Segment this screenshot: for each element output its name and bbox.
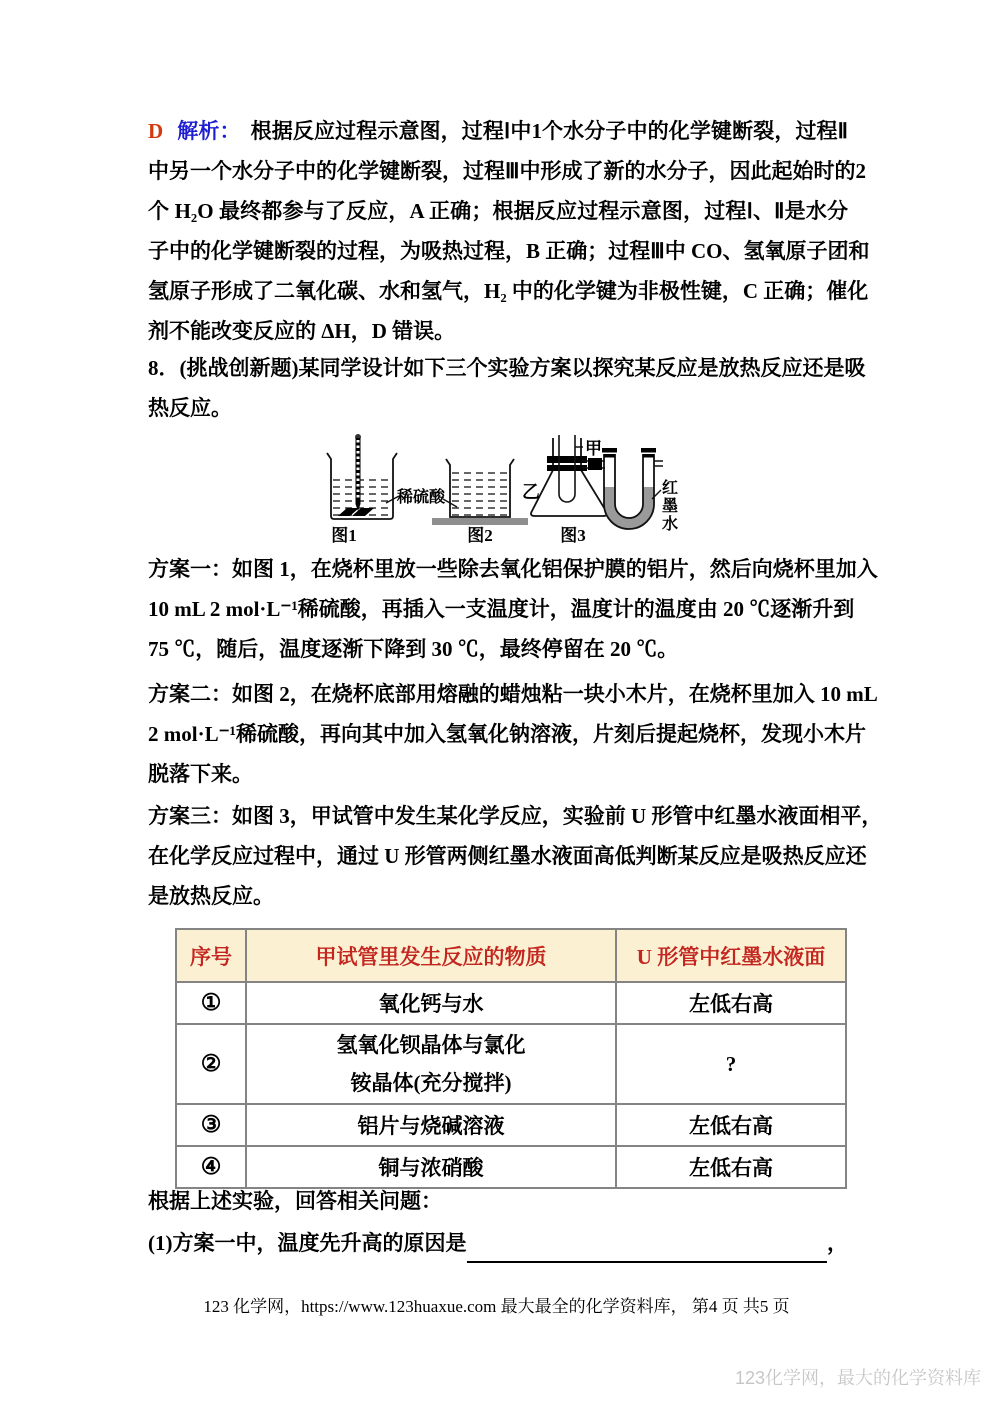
red-ink-label-char: 红 — [661, 480, 679, 497]
row-result: 左低右高 — [616, 982, 846, 1024]
analysis-line: 中另一个水分子中的化学键断裂，过程Ⅲ中形成了新的水分子，因此起始时的2 — [148, 159, 866, 183]
table-row — [176, 1104, 846, 1146]
plan-line: 75 ℃，随后，温度逐渐下降到 30 ℃，最终停留在 20 ℃。 — [148, 637, 679, 661]
row-number: ① — [176, 982, 246, 1024]
header-cell-result: U 形管中红墨水液面 — [616, 929, 846, 982]
thermometer — [355, 434, 361, 511]
fig3-caption: 图3 — [560, 526, 586, 545]
analysis-label: 解析： — [177, 119, 241, 143]
analysis-line: 子中的化学键断裂的过程，为吸热过程，B 正确；过程Ⅲ中 CO、氢氧原子团和 — [148, 239, 870, 263]
red-ink-label-char: 墨 — [661, 498, 679, 515]
plan-line: 方案一：如图 1，在烧杯里放一些除去氧化铝保护膜的铝片，然后向烧杯里加入 — [148, 557, 878, 581]
question-1-suffix: ， — [827, 1231, 848, 1255]
red-ink-label-char: 水 — [661, 516, 679, 533]
question-1-prefix: (1)方案一中，温度先升高的原因是 — [148, 1231, 467, 1255]
plan-line: 脱落下来。 — [148, 762, 253, 786]
figure-2-beaker-on-board — [432, 459, 528, 545]
substance-line: 铵晶体(充分搅拌) — [350, 1070, 512, 1095]
row-number: ② — [176, 1024, 246, 1104]
plan-line: 在化学反应过程中，通过 U 形管两侧红墨水液面高低判断某反应是吸热反应还 — [148, 844, 867, 868]
header-cell-substance: 甲试管里发生反应的物质 — [246, 929, 616, 982]
answer-blank-underline — [467, 1229, 828, 1263]
analysis-line: 氢原子形成了二氧化碳、水和氢气，H₂ 中的化学键为非极性键，C 正确；催化 — [148, 279, 869, 303]
row-substance: 铜与浓硝酸 — [246, 1146, 616, 1188]
followup-line: 根据上述实验，回答相关问题： — [148, 1189, 442, 1213]
row-result: 左低右高 — [616, 1104, 846, 1146]
analysis-line: 个 H₂O 最终都参与了反应，A 正确；根据反应过程示意图，过程Ⅰ、Ⅱ是水分 — [148, 199, 848, 223]
question-1-line — [148, 1223, 848, 1263]
row-number: ④ — [176, 1146, 246, 1188]
plan-line: 方案三：如图 3，甲试管中发生某化学反应，实验前 U 形管中红墨水液面相平， — [148, 804, 883, 828]
plan-1 — [148, 549, 878, 669]
row-number: ③ — [176, 1104, 246, 1146]
page-footer: 123 化学网，https://www.123huaxue.com 最大最全的化学资料库， 第4 页 共5 页 — [203, 1297, 790, 1316]
figure-3-flask-utube — [522, 435, 678, 545]
fig1-caption: 图1 — [331, 526, 357, 545]
header-cell-number: 序号 — [176, 929, 246, 982]
question-8 — [148, 348, 866, 428]
analysis-line — [148, 111, 848, 151]
row-substance: 铝片与烧碱溶液 — [246, 1104, 616, 1146]
experiment-figures — [300, 432, 700, 550]
plan-2 — [148, 674, 878, 794]
followup-text — [148, 1181, 848, 1221]
analysis-text: 根据反应过程示意图，过程Ⅰ中1个水分子中的化学键断裂，过程Ⅱ — [250, 119, 849, 143]
question-1 — [148, 1223, 848, 1263]
row-result: ? — [616, 1024, 846, 1104]
plan-line: 方案二：如图 2，在烧杯底部用熔融的蜡烛粘一块小木片，在烧杯里加入 10 mL — [148, 682, 878, 706]
answer-analysis — [148, 111, 870, 351]
plan-line: 10 mL 2 mol·L⁻¹稀硫酸，再插入一支温度计，温度计的温度由 20 ℃逐渐升到 — [148, 597, 855, 621]
table-row — [176, 1024, 846, 1104]
plan-line: 2 mol·L⁻¹稀硫酸，再向其中加入氢氧化钠溶液，片刻后提起烧杯，发现小木片 — [148, 722, 866, 746]
row-substance — [246, 1024, 616, 1104]
substance-line: 氢氧化钡晶体与氯化 — [336, 1032, 526, 1057]
row-result: 左低右高 — [616, 1146, 846, 1188]
row-substance: 氧化钙与水 — [246, 982, 616, 1024]
dilute-sulfuric-acid-label: 稀硫酸 — [396, 489, 446, 506]
fig3-tube-label-jia: 甲 — [585, 439, 602, 458]
question-line: 8．(挑战创新题)某同学设计如下三个实验方案以探究某反应是放热反应还是吸 — [148, 356, 866, 380]
table-row — [176, 982, 846, 1024]
fig3-flask-label-yi: 乙 — [522, 482, 540, 502]
experiment-table-wrap — [175, 928, 847, 1189]
question-line: 热反应。 — [148, 396, 232, 420]
answer-letter: D — [148, 119, 164, 143]
wooden-board — [432, 518, 528, 525]
plan-line: 是放热反应。 — [148, 884, 274, 908]
figure-1-beaker-thermometer — [327, 434, 457, 545]
analysis-line: 剂不能改变反应的 ΔH，D 错误。 — [148, 319, 456, 343]
experiment-table — [175, 928, 847, 1189]
plan-3 — [148, 796, 883, 916]
fig2-caption: 图2 — [467, 526, 493, 545]
table-header-row — [176, 929, 846, 982]
watermark: 123化学网，最大的化学资料库 — [734, 1368, 981, 1388]
